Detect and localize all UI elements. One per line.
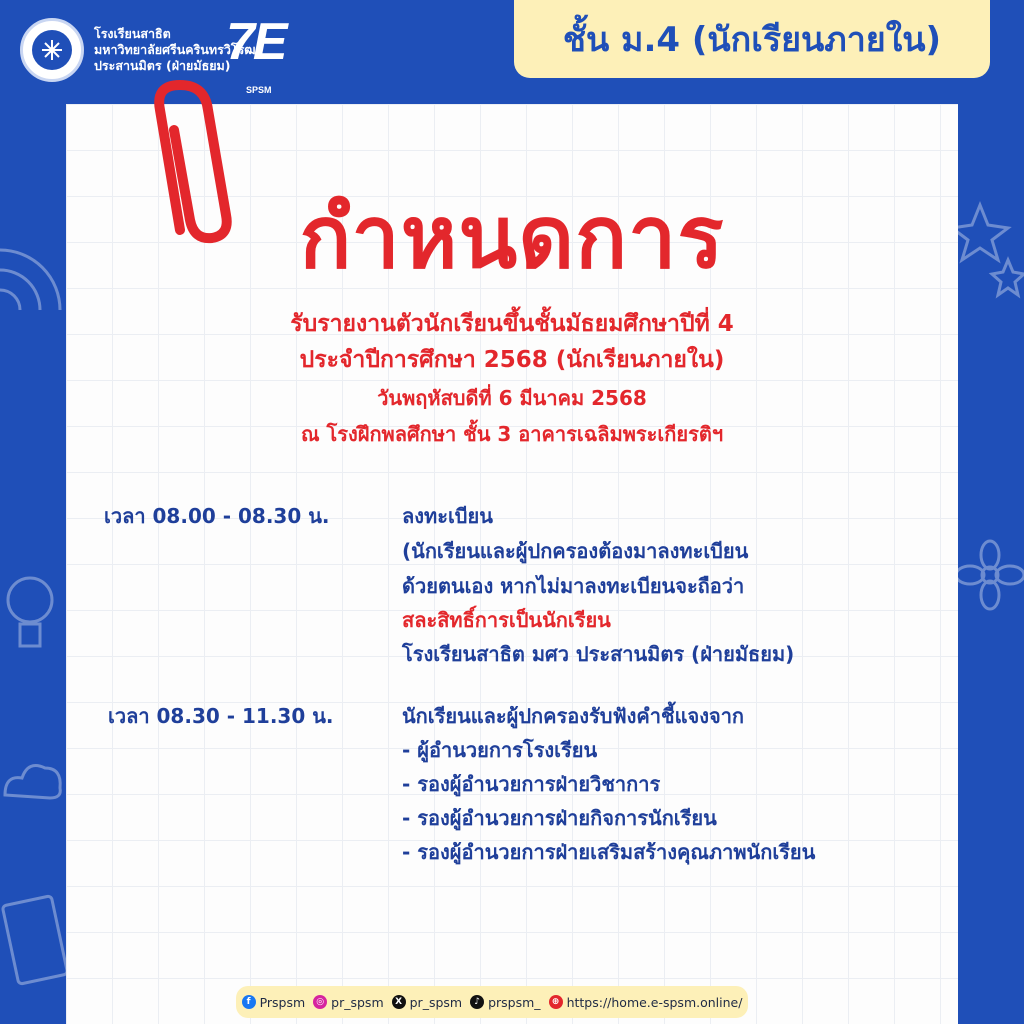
schedule-2-line-3: - รองผู้อำนวยการฝ่ายวิชาการ [402, 772, 661, 796]
lightbulb-doodle [0, 560, 70, 670]
x-icon: X [392, 995, 406, 1009]
social-footer [236, 986, 748, 1018]
schedule-2-line-1: นักเรียนและผู้ปกครองรับฟังคำชี้แจงจาก [402, 704, 745, 728]
flower-doodle [950, 520, 1024, 630]
facebook-handle: Prspsm [259, 994, 306, 1010]
schedule-1-line-3: ด้วยตนเอง หากไม่มาลงทะเบียนจะถือว่า [402, 574, 745, 598]
tiktok-handle: prspsm_ [488, 994, 541, 1010]
facebook-link[interactable] [242, 995, 306, 1010]
school-seal-icon [20, 18, 84, 82]
cloud-doodle [0, 750, 70, 810]
school-logo-block [20, 18, 256, 82]
grade-badge: ชั้น ม.4 (นักเรียนภายใน) [514, 0, 990, 78]
tiktok-icon: ♪ [470, 995, 484, 1009]
school-name-line3: ประสานมิตร (ฝ่ายมัธยม) [94, 58, 231, 73]
subtitle-2: ประจำปีการศึกษา 2568 (นักเรียนภายใน) [299, 347, 725, 373]
schedule-2-line-2: - ผู้อำนวยการโรงเรียน [402, 738, 598, 762]
instagram-link[interactable] [313, 995, 383, 1010]
school-name-line1: โรงเรียนสาธิต [94, 26, 171, 41]
x-handle: pr_spsm [409, 994, 463, 1010]
x-link[interactable] [392, 995, 462, 1010]
instagram-handle: pr_spsm [331, 994, 384, 1010]
schedule-1-line-2: (นักเรียนและผู้ปกครองต้องมาลงทะเบียน [402, 539, 749, 563]
page-title: กำหนดการ [299, 188, 725, 288]
schedule-time-2: เวลา 08.30 - 11.30 น. [108, 704, 334, 728]
notebook-doodle [0, 890, 70, 1000]
schedule-1-line-5: โรงเรียนสาธิต มศว ประสานมิตร (ฝ่ายมัธยม) [402, 642, 795, 666]
schedule-1-line-4: สละสิทธิ์การเป็นนักเรียน [402, 608, 611, 632]
schedule-1-line-1: ลงทะเบียน [402, 504, 493, 528]
7e-logo [226, 13, 286, 95]
logo-sub: SPSM [246, 85, 272, 95]
instagram-icon: ◎ [313, 995, 327, 1009]
facebook-icon: f [242, 995, 256, 1009]
website-url: https://home.e-spsm.online/ [566, 994, 743, 1010]
schedule-time-1: เวลา 08.00 - 08.30 น. [104, 504, 330, 528]
subtitle-1: รับรายงานตัวนักเรียนขึ้นชั้นมัธยมศึกษาปีที่ 4 [290, 311, 734, 337]
schedule-2-line-5: - รองผู้อำนวยการฝ่ายเสริมสร้างคุณภาพนักเรียน [402, 840, 816, 864]
event-venue: ณ โรงฝึกพลศึกษา ชั้น 3 อาคารเฉลิมพระเกียรติฯ [300, 422, 724, 446]
logo-mark: 7E [226, 13, 286, 71]
website-link[interactable] [549, 995, 743, 1010]
school-name-line2: มหาวิทยาลัยศรีนครินทรวิโรฒ [94, 42, 256, 57]
schedule-2-line-4: - รองผู้อำนวยการฝ่ายกิจการนักเรียน [402, 806, 717, 830]
tiktok-link[interactable] [470, 995, 540, 1010]
event-date: วันพฤหัสบดีที่ 6 มีนาคม 2568 [377, 386, 647, 410]
globe-icon: ⊕ [549, 995, 563, 1009]
